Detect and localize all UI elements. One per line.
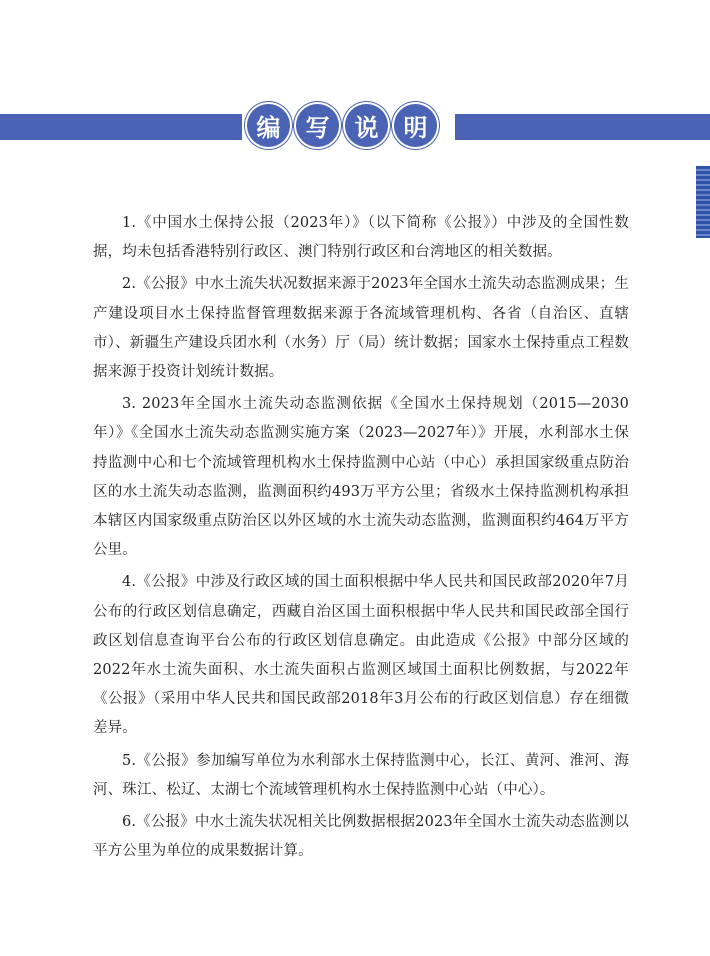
header-band-left	[0, 114, 242, 140]
paragraph-3: 3. 2023年全国水土流失动态监测依据《全国水土保持规划（2015—2030年）》《全国水土流失动态监测实施方案（2023—2027年）》开展，水利部水土保持监测中心和七个流域管理机构水土保持监测中心站（中心）承担国家级重点防治区的水土流失动态监测，监测面积约493万平方公里；省级水土保持监测机构承担本辖区内国家级重点防治区以外区域的水土流失动态监测，监测面积约464万平方公里。	[93, 396, 629, 559]
title-char-2: 写	[296, 104, 339, 147]
paragraph-2: 2.《公报》中水土流失状况数据来源于2023年全国水土流失动态监测成果；生产建设项目水土保持监督管理数据来源于各流域管理机构、各省（自治区、直辖市）、新疆生产建设兵团水利（水务）厅（局）统计数据；国家水土保持重点工程数据来源于投资计划统计数据。	[93, 276, 629, 381]
header-band-right	[455, 114, 710, 140]
side-tab-decoration	[696, 166, 710, 238]
title-char-1: 编	[247, 104, 290, 147]
body-text	[93, 209, 629, 869]
page-title	[247, 104, 437, 147]
paragraph-6: 6.《公报》中水土流失状况相关比例数据根据2023年全国水土流失动态监测以平方公里为单位的成果数据计算。	[93, 814, 629, 860]
paragraph-1: 1.《中国水土保持公报（2023年）》（以下简称《公报》）中涉及的全国性数据，均未包括香港特别行政区、澳门特别行政区和台湾地区的相关数据。	[93, 215, 629, 261]
title-char-4: 明	[394, 104, 437, 147]
title-char-3: 说	[345, 104, 388, 147]
paragraph-5: 5.《公报》参加编写单位为水利部水土保持监测中心，长江、黄河、淮河、海河、珠江、松辽、太湖七个流域管理机构水土保持监测中心站（中心）。	[93, 752, 629, 798]
paragraph-4: 4.《公报》中涉及行政区域的国土面积根据中华人民共和国民政部2020年7月公布的行政区划信息确定，西藏自治区国土面积根据中华人民共和国民政部全国行政区划信息查询平台公布的行政区划信息确定。由此造成《公报》中部分区域的2022年水土流失面积、水土流失面积占监测区域国土面积比例数据，与2022年《公报》（采用中华人民共和国民政部2018年3月公布的行政区划信息）存在细微差异。	[93, 574, 629, 737]
